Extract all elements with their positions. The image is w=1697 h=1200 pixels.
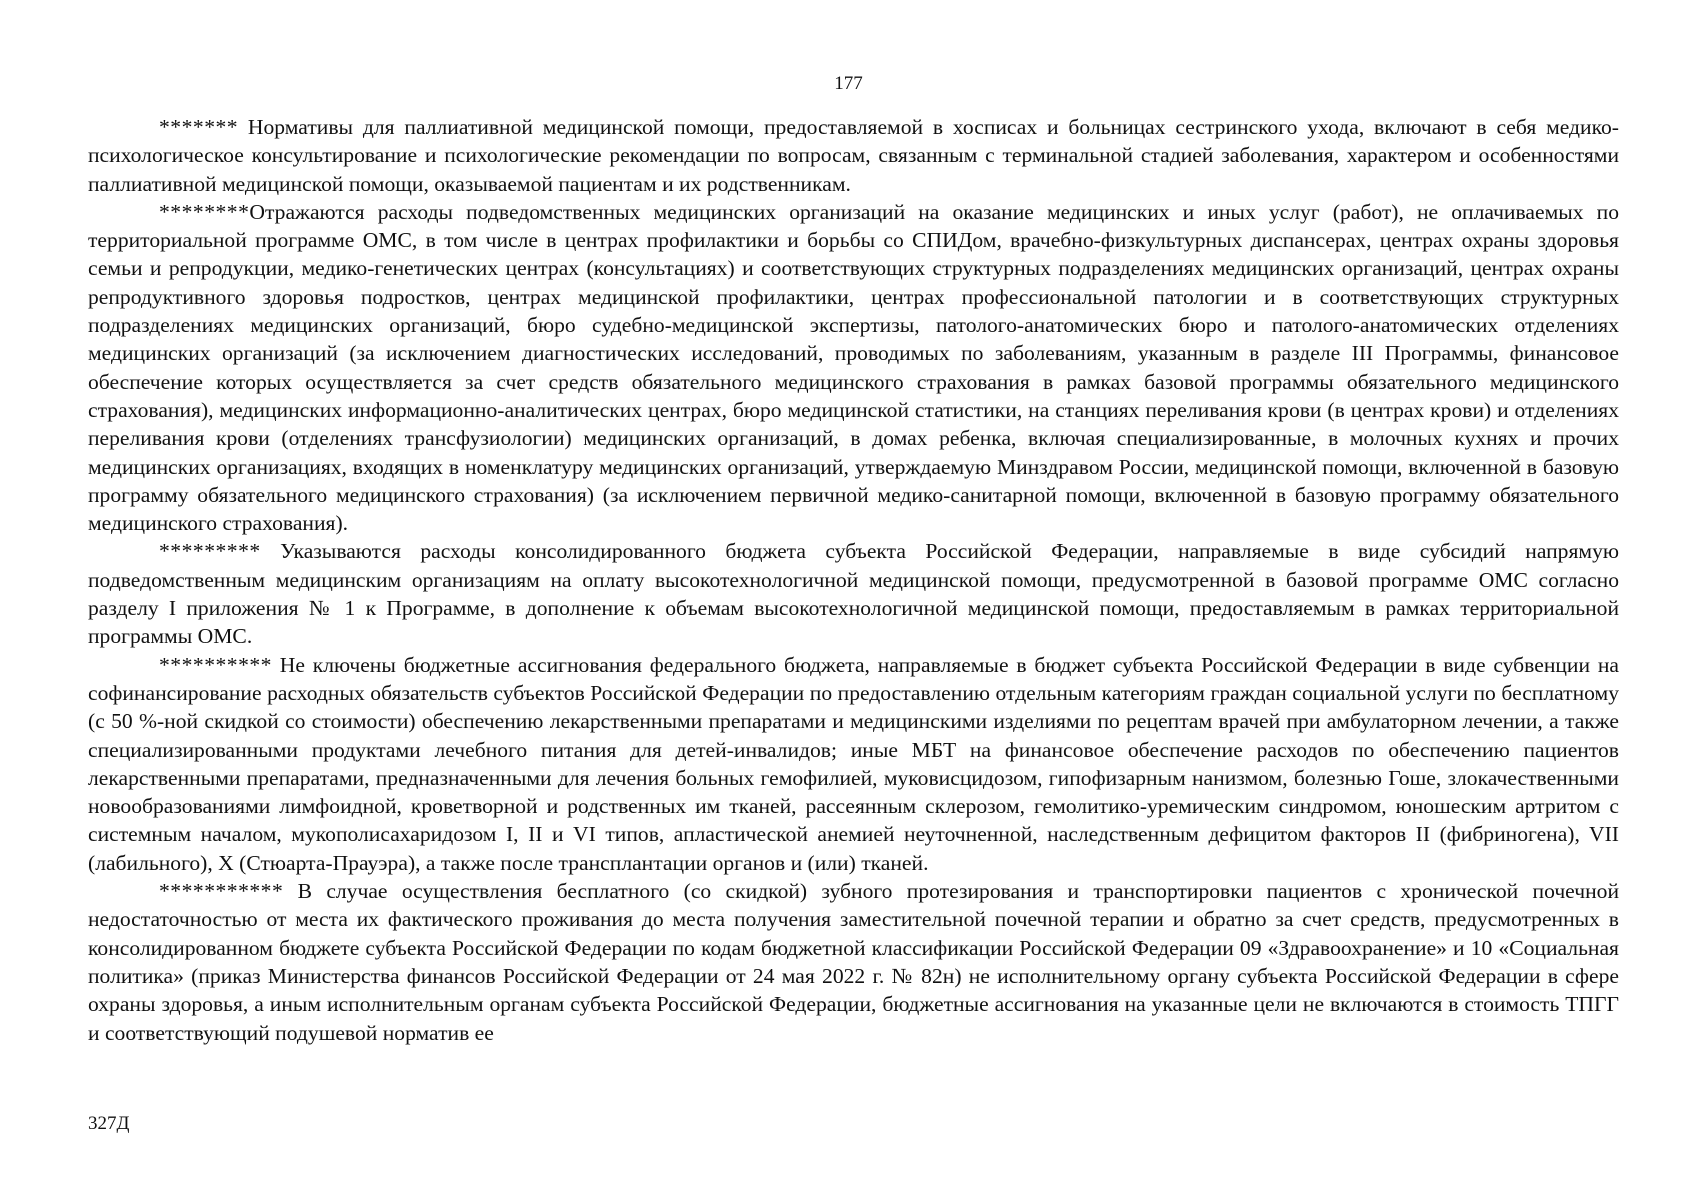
footnote-subordinate-organizations-expenses — [88, 198, 1619, 538]
footnote-marker: ********* — [159, 539, 261, 564]
footnotes-body — [88, 113, 1619, 1047]
footnote-text: Не ключены бюджетные ассигнования федерального бюджета, направляемые в бюджет субъекта Российской Федерации в виде субвенции на софинансирование расходных обязательств субъектов Российской Федерации по предоставлению отдельным категориям граждан социальной услуги по бесплатному (с 50 %-ной скидкой со стоимости) обеспечению лекарственными препаратами и медицинскими изделиями по рецептам врачей при амбулаторном лечении, а также специализированными продуктами лечебного питания для детей-инвалидов; иные МБТ на финансовое обеспечение расходов по обеспечению пациентов лекарственными препаратами, предназначенными для лечения больных гемофилией, муковисцидозом, гипофизарным нанизмом, болезнью Гоше, злокачественными новообразованиями лимфоидной, кроветворной и родственных им тканей, рассеянным склерозом, гемолитико-уремическим синдромом, юношеским артритом с системным началом, мукополисахаридозом I, II и VI типов, апластической анемией неуточненной, наследственным дефицитом факторов II (фибриногена), VII (лабильного), X (Стюарта-Прауэра), а также после трансплантации органов и (или) тканей. — [88, 652, 1619, 875]
footnote-marker: ******** — [159, 199, 250, 224]
footnote-federal-budget-allocations — [88, 651, 1619, 877]
footnote-text: Отражаются расходы подведомственных медицинских организаций на оказание медицинских и иных услуг (работ), не оплачиваемых по территориальной программе ОМС, в том числе в центрах профилактики и борьбы со СПИДом, врачебно-физкультурных диспансерах, центрах охраны здоровья семьи и репродукции, медико-генетических центрах (консультациях) и соответствующих структурных подразделениях медицинских организаций, центрах охраны репродуктивного здоровья подростков, центрах медицинской профилактики, центрах профессиональной патологии и в соответствующих структурных подразделениях медицинских организаций, бюро судебно-медицинской экспертизы, патолого-анатомических бюро и патолого-анатомических отделениях медицинских организаций (за исключением диагностических исследований, проводимых по заболеваниям, указанным в разделе III Программы, финансовое обеспечение которых осуществляется за счет средств обязательного медицинского страхования в рамках базовой программы обязательного медицинского страхования), медицинских информационно-аналитических центрах, бюро медицинской статистики, на станциях переливания крови (в центрах крови) и отделениях переливания крови (отделениях трансфузиологии) медицинских организаций, в домах ребенка, включая специализированные, в молочных кухнях и прочих медицинских организациях, входящих в номенклатуру медицинских организаций, утверждаемую Минздравом России, медицинской помощи, включенной в базовую программу обязательного медицинского страхования) (за исключением первичной медико-санитарной помощи, включенной в базовую программу обязательного медицинского страхования). — [88, 199, 1619, 536]
footnote-text: Указываются расходы консолидированного бюджета субъекта Российской Федерации, направляемые в виде субсидий напрямую подведомственным медицинским организациям на оплату высокотехнологичной медицинской помощи, предусмотренной в базовой программе ОМС согласно разделу I приложения № 1 к Программе, в дополнение к объемам высокотехнологичной медицинской помощи, предоставляемым в рамках территориальной программы ОМС. — [88, 539, 1619, 649]
document-code: 327Д — [88, 1113, 130, 1134]
footnote-marker: ******* — [159, 115, 239, 139]
footnote-text: Нормативы для паллиативной медицинской помощи, предоставляемой в хосписах и больницах сестринского ухода, включают в себя медико-психологическое консультирование и психологические рекомендации по вопросам, связанным с терминальной стадией заболевания, характером и особенностями паллиативной медицинской помощи, оказываемой пациентам и их родственникам. — [88, 115, 1619, 196]
footnote-marker: *********** — [159, 879, 284, 904]
footnote-marker: ********** — [159, 652, 272, 677]
footnote-palliative-care-norms — [88, 113, 1619, 198]
footnote-text: В случае осуществления бесплатного (со скидкой) зубного протезирования и транспортировки пациентов с хронической почечной недостаточностью от места их фактического проживания до места получения заместительной почечной терапии и обратно за счет средств, предусмотренных в консолидированном бюджете субъекта Российской Федерации по кодам бюджетной классификации Российской Федерации 09 «Здравоохранение» и 10 «Социальная политика» (приказ Министерства финансов Российской Федерации от 24 мая 2022 г. № 82н) не исполнительному органу субъекта Российской Федерации в сфере охраны здоровья, а иным исполнительным органам субъекта Российской Федерации, бюджетные ассигнования на указанные цели не включаются в стоимость ТПГГ и соответствующий подушевой норматив ее — [88, 879, 1619, 1045]
footnote-high-tech-care-subsidies — [88, 537, 1619, 650]
footnote-dental-prosthetics-transport — [88, 877, 1619, 1047]
page-number: 177 — [834, 73, 863, 94]
